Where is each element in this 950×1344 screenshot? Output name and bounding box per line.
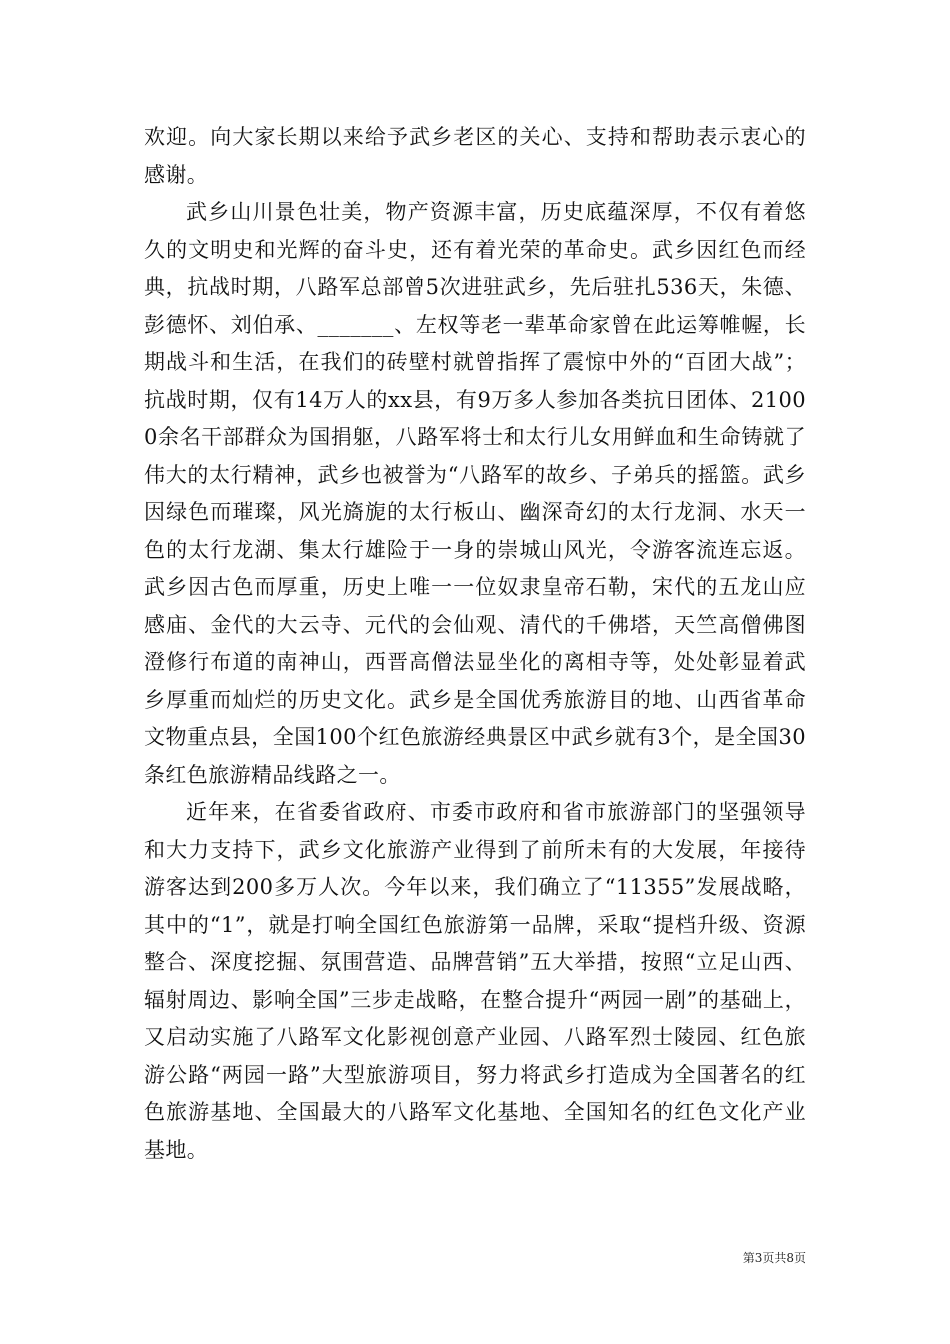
paragraph-1: 欢迎。向大家长期以来给予武乡老区的关心、支持和帮助表示衷心的感谢。 xyxy=(144,125,806,187)
page-number-footer: 第3页共8页 xyxy=(742,1251,806,1265)
paragraph-2: 武乡山川景色壮美，物产资源丰富，历史底蕴深厚，不仅有着悠久的文明史和光辉的奋斗史，还有着光荣的革命史。武乡因红色而经典，抗战时期，八路军总部曾5次进驻武乡，先后驻扎536天，朱德、彭德怀、刘伯承、_______、左权等老一辈革命家曾在此运筹帷幄，长期战斗和生活，在我们的砖壁村就曾指挥了震惊中外的“百团大战”；抗战时期，仅有14万人的xx县，有9万多人参加各类抗日团体、21000余名干部群众为国捐躯，八路军将士和太行儿女用鲜血和生命铸就了伟大的太行精神，武乡也被誉为“八路军的故乡、子弟兵的摇篮。武乡因绿色而璀璨，风光旖旎的太行板山、幽深奇幻的太行龙洞、水天一色的太行龙湖、集太行雄险于一身的崇城山风光，令游客流连忘返。武乡因古色而厚重，历史上唯一一位奴隶皇帝石勒，宋代的五龙山应感庙、金代的大云寺、元代的会仙观、清代的千佛塔，天竺高僧佛图澄修行布道的南神山，西晋高僧法显坐化的离相寺等，处处彰显着武乡厚重而灿烂的历史文化。武乡是全国优秀旅游目的地、山西省革命文物重点县，全国100个红色旅游经典景区中武乡就有3个，是全国30条红色旅游精品线路之一。 xyxy=(144,200,806,787)
paragraph-3: 近年来，在省委省政府、市委市政府和省市旅游部门的坚强领导和大力支持下，武乡文化旅游产业得到了前所未有的大发展，年接待游客达到200多万人次。今年以来，我们确立了“11355”发展战略，其中的“1”，就是打响全国红色旅游第一品牌，采取“提档升级、资源整合、深度挖掘、氛围营造、品牌营销”五大举措，按照“立足山西、辐射周边、影响全国”三步走战略，在整合提升“两园一剧”的基础上，又启动实施了八路军文化影视创意产业园、八路军烈士陵园、红色旅游公路“两园一路”大型旅游项目，努力将武乡打造成为全国著名的红色旅游基地、全国最大的八路军文化基地、全国知名的红色文化产业基地。 xyxy=(144,800,806,1162)
body-text xyxy=(144,119,806,1169)
